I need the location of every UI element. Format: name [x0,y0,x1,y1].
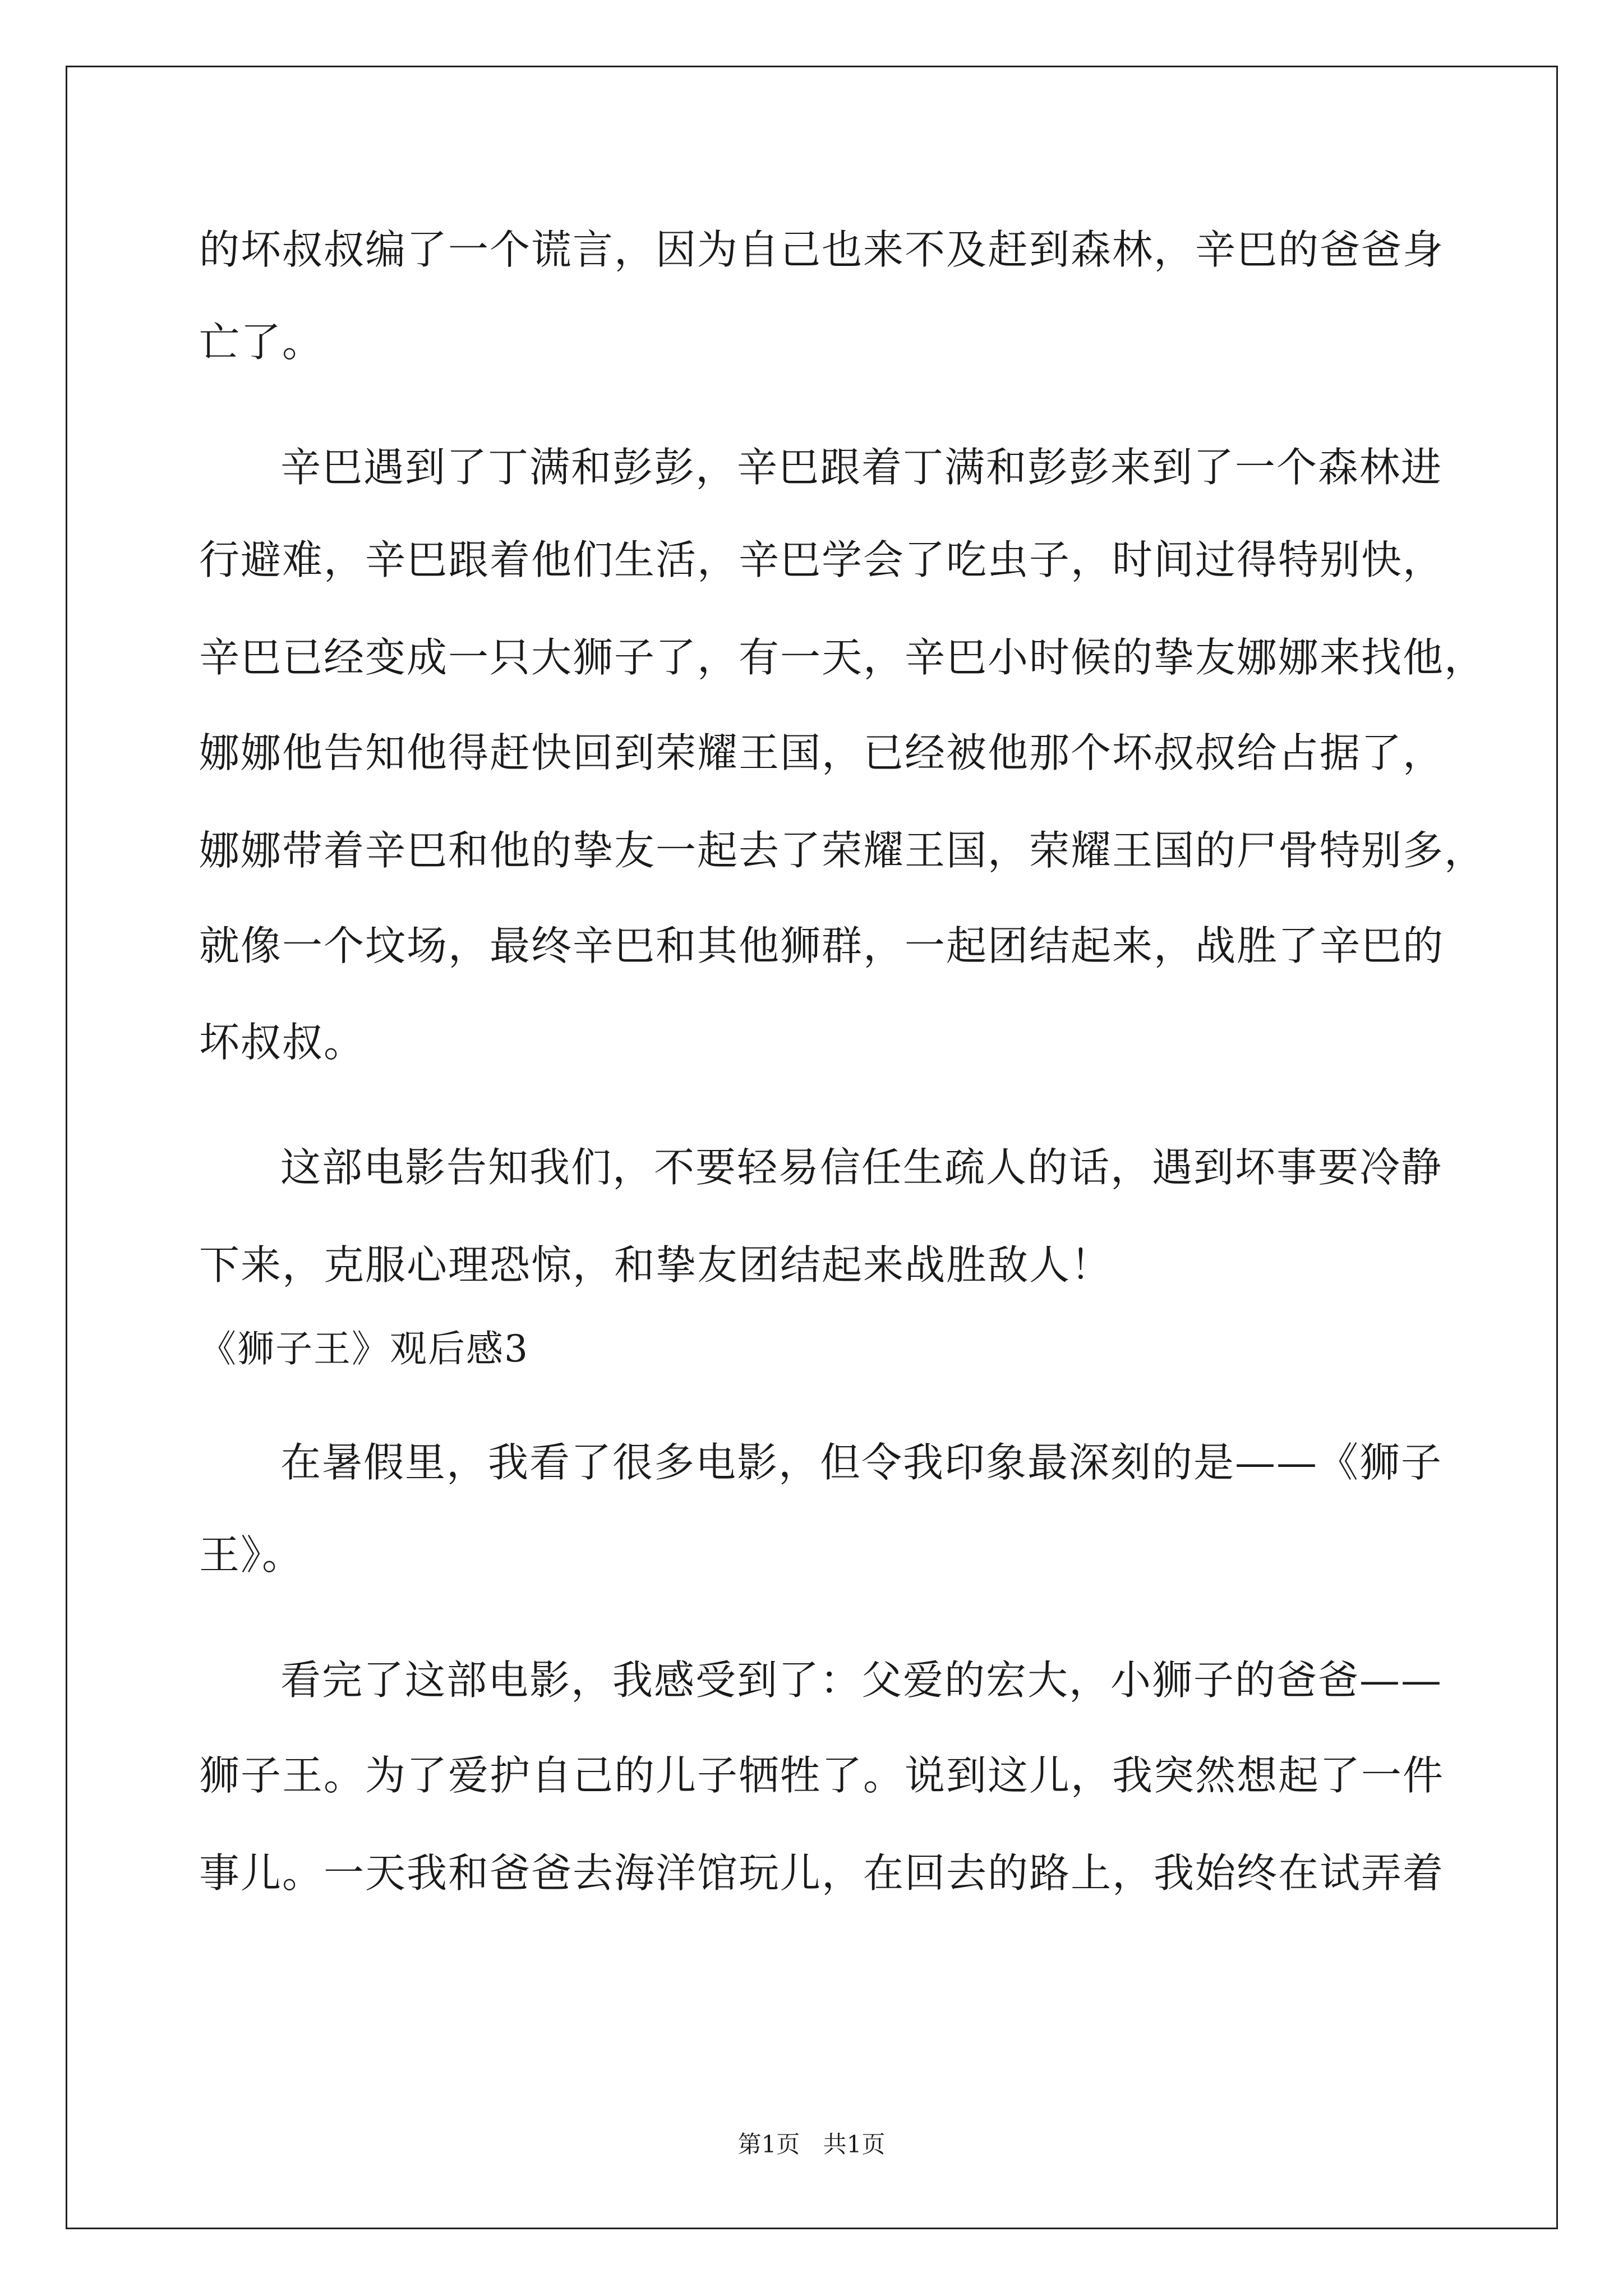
paragraph-start: 辛巴遇到了丁满和彭彭，辛巴跟着丁满和彭彭来到了一个森林进 [280,444,1443,491]
body-line: 亡了。 [199,319,324,366]
paragraph-start: 在暑假里，我看了很多电影，但令我印象最深刻的是——《狮子 [280,1439,1443,1486]
body-line: 娜娜带着辛巴和他的挚友一起去了荣耀王国，荣耀王国的尸骨特别多， [199,827,1486,874]
body-line: 王》。 [199,1531,304,1579]
body-line: 就像一个坟场，最终辛巴和其他狮群，一起团结起来，战胜了辛巴的 [199,922,1445,969]
body-line: 的坏叔叔编了一个谎言，因为自己也来不及赶到森林，辛巴的爸爸身 [199,226,1445,273]
body-line: 坏叔叔。 [199,1019,366,1066]
body-line: 娜娜他告知他得赶快回到荣耀王国，已经被他那个坏叔叔给占据了， [199,729,1445,776]
paragraph-start: 看完了这部电影，我感受到了：父爱的宏大，小狮子的爸爸—— [280,1657,1443,1704]
body-line: 辛巴已经变成一只大狮子了，有一天，辛巴小时候的挚友娜娜来找他， [199,634,1486,681]
page-number: 第1页 [737,2131,800,2158]
body-line: 事儿。一天我和爸爸去海洋馆玩儿，在回去的路上，我始终在试弄着 [199,1849,1445,1897]
section-heading: 《狮子王》观后感3 [199,1327,529,1370]
body-line: 下来，克服心理恐惊，和挚友团结起来战胜敌人！ [199,1241,1113,1289]
page-footer [0,2131,1623,2159]
paragraph-start: 这部电影告知我们，不要轻易信任生疏人的话，遇到坏事要冷静 [280,1144,1443,1191]
body-line: 行避难，辛巴跟着他们生活，辛巴学会了吃虫子，时间过得特别快， [199,536,1445,583]
body-line: 狮子王。为了爱护自己的儿子牺牲了。说到这儿，我突然想起了一件 [199,1752,1445,1799]
page-total: 共1页 [823,2131,886,2158]
